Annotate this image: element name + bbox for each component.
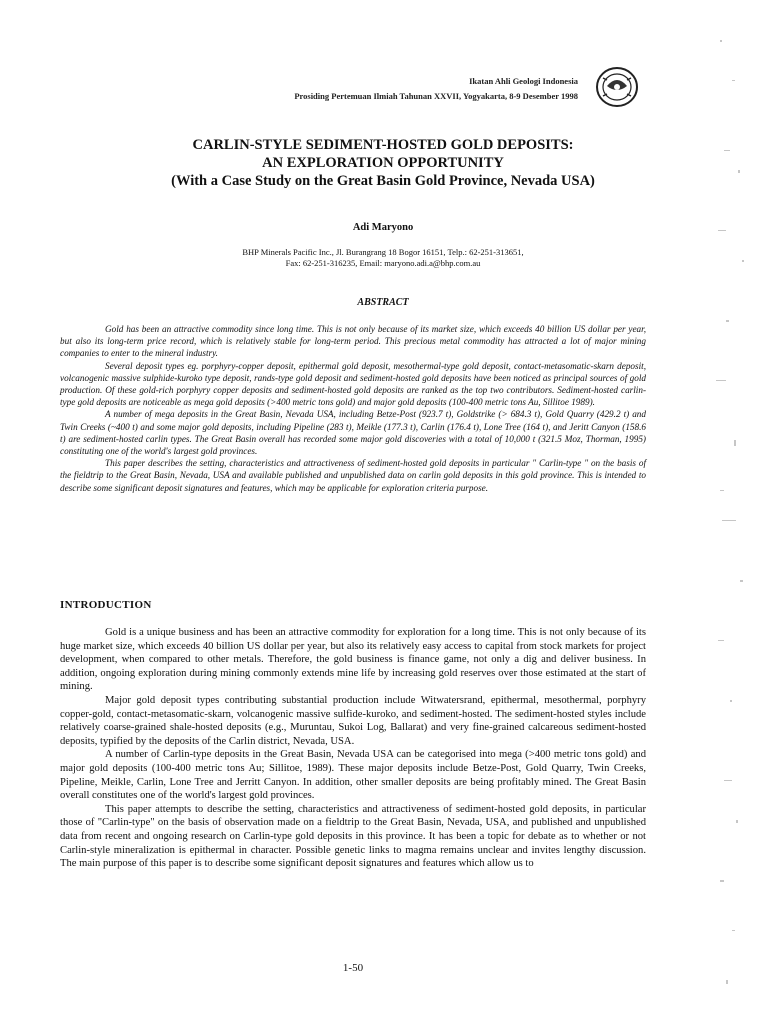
title-line-3: (With a Case Study on the Great Basin Gold Province, Nevada USA) — [171, 173, 595, 189]
author-affiliation — [60, 247, 706, 269]
abstract-paragraph: Gold has been an attractive commodity since long time. This is not only because of its market size, which exceeds 40 billion US dollar per year, but also its long-term price record, which is relatively stable for long-term period. This precious metal commodity has attracted a lot of major mining companies to enter to the mineral industry. — [60, 324, 646, 359]
affiliation-line-2: Fax: 62-251-316235, Email: maryono.adi.a@bhp.com.au — [285, 258, 481, 268]
introduction-paragraph: This paper attempts to describe the setting, characteristics and attractiveness of sediment-hosted gold deposits, in particular those of "Carlin-type" on the basis of observation made on a fieldtrip to the Great Basin, Nevada, USA, and published and unpublished data from recent and ongoing research on Carlin-type gold deposits in this province. It has been a topic for debate as to whether or not Carlin-style mineralization is epithermal in character. Possible genetic links to magma remains unclear and invites lengthy discussion. The main purpose of this paper is to describe some significant deposit signatures and features which allow us to — [60, 803, 646, 870]
paper-title — [60, 136, 706, 190]
abstract-paragraph: A number of mega deposits in the Great Basin, Nevada USA, including Betze-Post (923.7 t), Goldstrike (> 684.3 t), Gold Quarry (429.2 t) and Twin Creeks (~400 t) and some major gold deposits, including Pipeline (283 t), Meikle (177.3 t), Carlin (176.4 t), Lone Tree (164 t), and Jeritt Canyon (158.6 t) are sediment-hosted carlin types. The Great Basin overall has recorded some major gold discoveries with a total of 10,000 t (321.5 Moz, Thorman, 1995) constituting one of the world's largest gold provinces. — [60, 409, 646, 457]
header-organization: Ikatan Ahli Geologi Indonesia — [469, 76, 578, 86]
author-name: Adi Maryono — [352, 222, 414, 233]
page-number: 1-50 — [342, 962, 364, 974]
title-line-1: CARLIN-STYLE SEDIMENT-HOSTED GOLD DEPOSITS: — [192, 137, 574, 153]
title-line-2: AN EXPLORATION OPPORTUNITY — [262, 155, 504, 171]
header-proceedings: Prosiding Pertemuan Ilmiah Tahunan XXVII, Yogyakarta, 8-9 Desember 1998 — [294, 91, 578, 101]
abstract-paragraph: This paper describes the setting, characteristics and attractiveness of sediment-hosted gold deposits in particular " Carlin-type " on the basis of the fieldtrip to the Great Basin, Nevada, USA and available published and unpublished data on carlin gold deposits in this gold province. This is intended to describe some significant deposit signatures and features, which may be applicable for exploration criteria purpose. — [60, 458, 646, 493]
introduction-heading: INTRODUCTION — [60, 599, 152, 611]
abstract-body — [60, 323, 646, 494]
abstract-paragraph: Several deposit types eg. porphyry-copper deposit, epithermal gold deposit, mesothermal-type gold deposit, contact-metasomatic-skarn deposit, volcanogenic massive sulphide-kuroko type deposit, rands-type gold deposit and sediment-hosted gold deposits have been noticed as principal sources of gold production. Of these gold-rich porphyry copper deposits and sediment-hosted gold deposits are ranked as the top two contributors. Sediment-hosted carlin-type gold deposits are noticeable as mega gold deposits (>400 metric tons gold) and major gold deposits (100-400 metric tons Au, Sillitoe 1989). — [60, 360, 646, 408]
scan-noise-margin — [712, 20, 762, 1000]
introduction-paragraph: A number of Carlin-type deposits in the Great Basin, Nevada USA can be categorised into mega (>400 metric tons gold) and major gold deposits (100-400 metric tons Au; Sillitoe, 1989). These major deposits include Betze-Post, Gold Quarry, Twin Creeks, Pipeline, Meikle, Carlin, Lone Tree and Jerritt Canyon. In addition, other smaller deposits are being profitably mined. The Great Basin overall constitutes one of the world's largest gold provinces. — [60, 749, 646, 802]
introduction-body — [60, 626, 646, 871]
introduction-paragraph: Major gold deposit types contributing substantial production include Witwatersrand, epithermal, mesothermal, porphyry copper-gold, contact-metasomatic-skarn, volcanogenic massive sulfide-kuroko, and sediment-hosted. The sediment-hosted styles include relatively coarse-grained shale-hosted deposits (e.g., Muruntau, Sukoi Log, Ballarat) and very fine-grained calcareous sediment-hosted deposits, typified by the deposits of the Carlin district, Nevada, USA. — [60, 694, 646, 747]
association-seal-icon — [593, 64, 641, 110]
introduction-paragraph: Gold is a unique business and has been an attractive commodity for exploration for a long time. This is not only because of its huge market size, which exceeds 40 billion US dollar per year, but also its relatively easy access to capital from stock markets for project development, when compared to other metals. Therefore, the gold business is finance game, not only a dig and deliver business. In addition, ongoing exploration during mining commonly extends mine life by increasing gold reserves over those estimated at the start of mining. — [60, 627, 646, 693]
abstract-heading: ABSTRACT — [357, 297, 409, 308]
affiliation-line-1: BHP Minerals Pacific Inc., Jl. Burangrang 18 Bogor 16151, Telp.: 62-251-313651, — [242, 247, 524, 257]
